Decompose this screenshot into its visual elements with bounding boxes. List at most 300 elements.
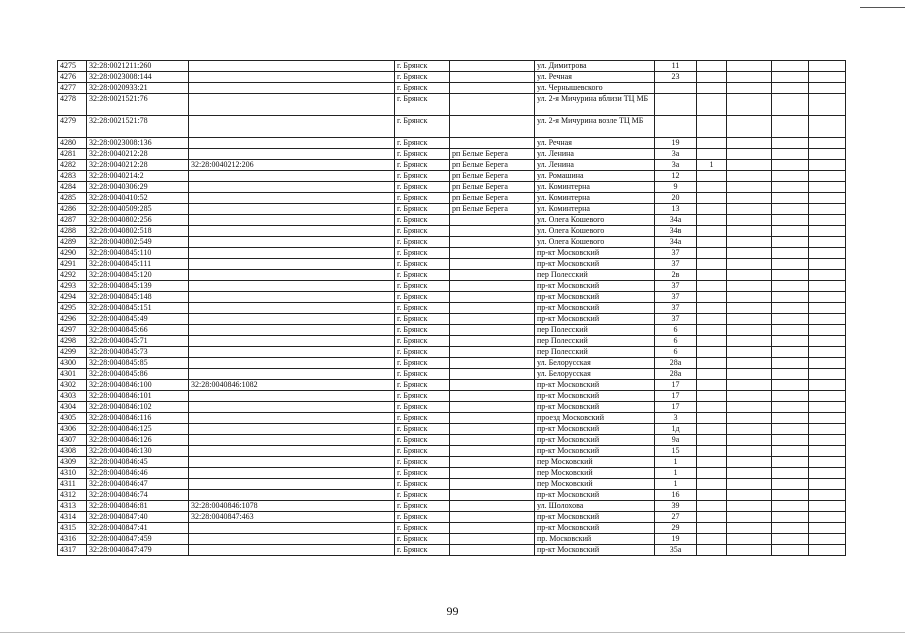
empty-cell — [727, 369, 772, 380]
street-cell: пер Московский — [535, 479, 655, 490]
street-cell: ул. Белорусская — [535, 369, 655, 380]
row-number-cell: 4315 — [58, 523, 87, 534]
city-cell: г. Брянск — [395, 303, 450, 314]
house-number-cell: 29 — [655, 523, 697, 534]
cadastral-number-cell: 32:28:0040845:66 — [87, 325, 189, 336]
street-cell: пр-кт Московский — [535, 314, 655, 325]
cadastral-number-cell: 32:28:0040846:100 — [87, 380, 189, 391]
empty-cell — [772, 149, 809, 160]
city-cell: г. Брянск — [395, 347, 450, 358]
street-cell: пр-кт Московский — [535, 391, 655, 402]
row-number-cell: 4304 — [58, 402, 87, 413]
city-cell: г. Брянск — [395, 270, 450, 281]
empty-cell — [772, 314, 809, 325]
table-row — [58, 281, 846, 292]
row-number-cell: 4279 — [58, 116, 87, 138]
empty-cell — [772, 171, 809, 182]
locality-cell — [450, 512, 535, 523]
locality-cell — [450, 358, 535, 369]
cadastral-number-2-cell — [189, 424, 395, 435]
empty-cell — [727, 468, 772, 479]
empty-cell — [727, 171, 772, 182]
street-cell: пер Полесский — [535, 347, 655, 358]
cadastral-number-cell: 32:28:0040845:120 — [87, 270, 189, 281]
cadastral-number-cell: 32:28:0040846:45 — [87, 457, 189, 468]
locality-cell — [450, 61, 535, 72]
street-cell: ул. Ленина — [535, 160, 655, 171]
row-number-cell: 4285 — [58, 193, 87, 204]
extra-cell — [697, 468, 727, 479]
table-row — [58, 512, 846, 523]
street-cell: пр-кт Московский — [535, 512, 655, 523]
empty-cell — [809, 347, 846, 358]
empty-cell — [772, 248, 809, 259]
house-number-cell: 6 — [655, 336, 697, 347]
cadastral-number-cell: 32:28:0040845:73 — [87, 347, 189, 358]
city-cell: г. Брянск — [395, 149, 450, 160]
empty-cell — [809, 501, 846, 512]
house-number-cell: 27 — [655, 512, 697, 523]
extra-cell — [697, 226, 727, 237]
extra-cell — [697, 369, 727, 380]
cadastral-number-cell: 32:28:0040845:86 — [87, 369, 189, 380]
extra-cell — [697, 479, 727, 490]
extra-cell — [697, 248, 727, 259]
cadastral-number-cell: 32:28:0040845:110 — [87, 248, 189, 259]
house-number-cell: 9а — [655, 435, 697, 446]
empty-cell — [727, 61, 772, 72]
street-cell: ул. Олега Кошевого — [535, 215, 655, 226]
cadastral-number-cell: 32:28:0023008:136 — [87, 138, 189, 149]
empty-cell — [772, 468, 809, 479]
cadastral-number-2-cell — [189, 303, 395, 314]
city-cell: г. Брянск — [395, 446, 450, 457]
table-row — [58, 501, 846, 512]
row-number-cell: 4290 — [58, 248, 87, 259]
row-number-cell: 4298 — [58, 336, 87, 347]
cadastral-number-cell: 32:28:0023008:144 — [87, 72, 189, 83]
house-number-cell: 37 — [655, 248, 697, 259]
table-row — [58, 182, 846, 193]
empty-cell — [809, 171, 846, 182]
extra-cell — [697, 501, 727, 512]
cadastral-number-2-cell — [189, 237, 395, 248]
house-number-cell: 23 — [655, 72, 697, 83]
empty-cell — [727, 193, 772, 204]
empty-cell — [809, 479, 846, 490]
house-number-cell: 16 — [655, 490, 697, 501]
empty-cell — [809, 248, 846, 259]
city-cell: г. Брянск — [395, 204, 450, 215]
row-number-cell: 4286 — [58, 204, 87, 215]
row-number-cell: 4311 — [58, 479, 87, 490]
row-number-cell: 4294 — [58, 292, 87, 303]
cadastral-number-2-cell — [189, 61, 395, 72]
locality-cell — [450, 116, 535, 138]
cadastral-number-cell: 32:28:0040847:40 — [87, 512, 189, 523]
table-row — [58, 259, 846, 270]
empty-cell — [727, 138, 772, 149]
empty-cell — [772, 534, 809, 545]
empty-cell — [772, 479, 809, 490]
house-number-cell: 19 — [655, 534, 697, 545]
empty-cell — [772, 325, 809, 336]
locality-cell — [450, 369, 535, 380]
row-number-cell: 4288 — [58, 226, 87, 237]
city-cell: г. Брянск — [395, 490, 450, 501]
cadastral-number-2-cell — [189, 193, 395, 204]
empty-cell — [809, 314, 846, 325]
row-number-cell: 4296 — [58, 314, 87, 325]
empty-cell — [772, 215, 809, 226]
extra-cell — [697, 391, 727, 402]
row-number-cell: 4307 — [58, 435, 87, 446]
table-row — [58, 61, 846, 72]
row-number-cell: 4301 — [58, 369, 87, 380]
empty-cell — [727, 358, 772, 369]
locality-cell — [450, 237, 535, 248]
empty-cell — [772, 281, 809, 292]
cadastral-number-cell: 32:28:0040846:81 — [87, 501, 189, 512]
street-cell: пр-кт Московский — [535, 490, 655, 501]
street-cell: ул. Олега Кошевого — [535, 237, 655, 248]
table-row — [58, 149, 846, 160]
house-number-cell: 37 — [655, 303, 697, 314]
empty-cell — [809, 446, 846, 457]
table-row — [58, 413, 846, 424]
empty-cell — [772, 490, 809, 501]
house-number-cell: 37 — [655, 281, 697, 292]
city-cell: г. Брянск — [395, 226, 450, 237]
extra-cell — [697, 534, 727, 545]
city-cell: г. Брянск — [395, 512, 450, 523]
table-row — [58, 358, 846, 369]
row-number-cell: 4291 — [58, 259, 87, 270]
house-number-cell: 6 — [655, 325, 697, 336]
cadastral-number-cell: 32:28:0040306:29 — [87, 182, 189, 193]
empty-cell — [809, 468, 846, 479]
extra-cell — [697, 545, 727, 556]
empty-cell — [809, 83, 846, 94]
cadastral-number-cell: 32:28:0021211:260 — [87, 61, 189, 72]
empty-cell — [772, 380, 809, 391]
street-cell: ул. Коминтерна — [535, 204, 655, 215]
cadastral-number-cell: 32:28:0040214:2 — [87, 171, 189, 182]
table-row — [58, 160, 846, 171]
locality-cell — [450, 314, 535, 325]
locality-cell — [450, 391, 535, 402]
table-row — [58, 325, 846, 336]
house-number-cell: 13 — [655, 204, 697, 215]
city-cell: г. Брянск — [395, 391, 450, 402]
empty-cell — [809, 523, 846, 534]
empty-cell — [772, 83, 809, 94]
table-row — [58, 391, 846, 402]
city-cell: г. Брянск — [395, 336, 450, 347]
extra-cell — [697, 292, 727, 303]
cadastral-number-2-cell — [189, 83, 395, 94]
row-number-cell: 4313 — [58, 501, 87, 512]
table-row — [58, 424, 846, 435]
empty-cell — [727, 314, 772, 325]
row-number-cell: 4276 — [58, 72, 87, 83]
empty-cell — [772, 193, 809, 204]
house-number-cell: 17 — [655, 402, 697, 413]
empty-cell — [809, 402, 846, 413]
locality-cell — [450, 435, 535, 446]
locality-cell: рп Белые Берега — [450, 204, 535, 215]
cadastral-number-cell: 32:28:0040846:74 — [87, 490, 189, 501]
cadastral-number-2-cell — [189, 325, 395, 336]
row-number-cell: 4278 — [58, 94, 87, 116]
street-cell: пр-кт Московский — [535, 281, 655, 292]
extra-cell — [697, 94, 727, 116]
row-number-cell: 4314 — [58, 512, 87, 523]
table-row — [58, 94, 846, 116]
extra-cell — [697, 490, 727, 501]
table-row — [58, 380, 846, 391]
city-cell: г. Брянск — [395, 171, 450, 182]
locality-cell — [450, 380, 535, 391]
house-number-cell: 3а — [655, 160, 697, 171]
table-row — [58, 435, 846, 446]
empty-cell — [727, 347, 772, 358]
locality-cell — [450, 402, 535, 413]
empty-cell — [727, 402, 772, 413]
city-cell: г. Брянск — [395, 193, 450, 204]
extra-cell — [697, 314, 727, 325]
row-number-cell: 4305 — [58, 413, 87, 424]
extra-cell — [697, 380, 727, 391]
table-row — [58, 248, 846, 259]
cadastral-number-2-cell: 32:28:0040847:463 — [189, 512, 395, 523]
cadastral-number-2-cell — [189, 171, 395, 182]
cadastral-number-2-cell: 32:28:0040846:1078 — [189, 501, 395, 512]
empty-cell — [772, 512, 809, 523]
empty-cell — [727, 512, 772, 523]
row-number-cell: 4289 — [58, 237, 87, 248]
city-cell: г. Брянск — [395, 545, 450, 556]
cadastral-number-2-cell — [189, 435, 395, 446]
house-number-cell: 15 — [655, 446, 697, 457]
empty-cell — [772, 424, 809, 435]
street-cell: ул. 2-я Мичурина вблизи ТЦ МБ — [535, 94, 655, 116]
cadastral-number-2-cell — [189, 204, 395, 215]
extra-cell — [697, 149, 727, 160]
extra-cell — [697, 325, 727, 336]
house-number-cell — [655, 116, 697, 138]
street-cell: пер Полесский — [535, 325, 655, 336]
house-number-cell: 37 — [655, 292, 697, 303]
empty-cell — [727, 336, 772, 347]
empty-cell — [809, 193, 846, 204]
city-cell: г. Брянск — [395, 72, 450, 83]
table-row — [58, 534, 846, 545]
locality-cell — [450, 248, 535, 259]
cadastral-number-cell: 32:28:0040845:111 — [87, 259, 189, 270]
empty-cell — [809, 435, 846, 446]
empty-cell — [727, 72, 772, 83]
locality-cell — [450, 325, 535, 336]
house-number-cell: 12 — [655, 171, 697, 182]
street-cell: ул. Чернышевского — [535, 83, 655, 94]
cadastral-number-2-cell — [189, 182, 395, 193]
empty-cell — [772, 446, 809, 457]
table-row — [58, 215, 846, 226]
cadastral-number-2-cell — [189, 149, 395, 160]
table-row — [58, 336, 846, 347]
extra-cell — [697, 424, 727, 435]
house-number-cell: 20 — [655, 193, 697, 204]
row-number-cell: 4308 — [58, 446, 87, 457]
cadastral-number-cell: 32:28:0021521:76 — [87, 94, 189, 116]
empty-cell — [772, 435, 809, 446]
empty-cell — [727, 215, 772, 226]
row-number-cell: 4309 — [58, 457, 87, 468]
cadastral-number-2-cell — [189, 336, 395, 347]
extra-cell — [697, 116, 727, 138]
empty-cell — [727, 226, 772, 237]
cadastral-number-cell: 32:28:0040845:148 — [87, 292, 189, 303]
bottom-rule — [0, 632, 905, 633]
house-number-cell: 17 — [655, 380, 697, 391]
empty-cell — [727, 490, 772, 501]
cadastral-number-2-cell — [189, 413, 395, 424]
empty-cell — [727, 292, 772, 303]
extra-cell — [697, 171, 727, 182]
cadastral-number-cell: 32:28:0040845:71 — [87, 336, 189, 347]
cadastral-number-2-cell — [189, 72, 395, 83]
cadastral-number-cell: 32:28:0040846:47 — [87, 479, 189, 490]
street-cell: ул. Речная — [535, 72, 655, 83]
extra-cell — [697, 193, 727, 204]
empty-cell — [772, 523, 809, 534]
locality-cell: рп Белые Берега — [450, 193, 535, 204]
extra-cell — [697, 72, 727, 83]
row-number-cell: 4299 — [58, 347, 87, 358]
city-cell: г. Брянск — [395, 314, 450, 325]
city-cell: г. Брянск — [395, 248, 450, 259]
cadastral-number-cell: 32:28:0040847:41 — [87, 523, 189, 534]
row-number-cell: 4284 — [58, 182, 87, 193]
empty-cell — [772, 358, 809, 369]
table-body — [58, 61, 846, 556]
page-number: 99 — [446, 604, 459, 618]
extra-cell — [697, 358, 727, 369]
row-number-cell: 4283 — [58, 171, 87, 182]
house-number-cell: 1 — [655, 468, 697, 479]
extra-cell — [697, 259, 727, 270]
empty-cell — [727, 270, 772, 281]
cadastral-number-2-cell — [189, 292, 395, 303]
street-cell: пр-кт Московский — [535, 435, 655, 446]
empty-cell — [809, 512, 846, 523]
empty-cell — [809, 391, 846, 402]
cadastral-number-2-cell: 32:28:0040846:1082 — [189, 380, 395, 391]
empty-cell — [727, 391, 772, 402]
empty-cell — [809, 358, 846, 369]
row-number-cell: 4292 — [58, 270, 87, 281]
empty-cell — [727, 413, 772, 424]
cadastral-number-2-cell — [189, 226, 395, 237]
empty-cell — [772, 94, 809, 116]
empty-cell — [727, 303, 772, 314]
empty-cell — [809, 336, 846, 347]
extra-cell — [697, 523, 727, 534]
street-cell: пер Московский — [535, 457, 655, 468]
house-number-cell: 37 — [655, 314, 697, 325]
empty-cell — [809, 160, 846, 171]
street-cell: ул. Димитрова — [535, 61, 655, 72]
cadastral-number-cell: 32:28:0040846:125 — [87, 424, 189, 435]
empty-cell — [727, 248, 772, 259]
city-cell: г. Брянск — [395, 237, 450, 248]
table-row — [58, 116, 846, 138]
cadastral-number-cell: 32:28:0040410:52 — [87, 193, 189, 204]
empty-cell — [809, 490, 846, 501]
empty-cell — [772, 204, 809, 215]
city-cell: г. Брянск — [395, 424, 450, 435]
empty-cell — [727, 182, 772, 193]
cadastral-number-cell: 32:28:0040802:518 — [87, 226, 189, 237]
empty-cell — [727, 534, 772, 545]
house-number-cell: 2в — [655, 270, 697, 281]
street-cell: пр-кт Московский — [535, 248, 655, 259]
locality-cell — [450, 215, 535, 226]
locality-cell — [450, 501, 535, 512]
cadastral-number-2-cell — [189, 270, 395, 281]
top-rule — [860, 7, 905, 8]
empty-cell — [727, 424, 772, 435]
house-number-cell: 28а — [655, 358, 697, 369]
row-number-cell: 4306 — [58, 424, 87, 435]
street-cell: пр-кт Московский — [535, 424, 655, 435]
house-number-cell: 19 — [655, 138, 697, 149]
row-number-cell: 4295 — [58, 303, 87, 314]
cadastral-number-2-cell — [189, 347, 395, 358]
locality-cell: рп Белые Берега — [450, 171, 535, 182]
cadastral-number-cell: 32:28:0040846:116 — [87, 413, 189, 424]
cadastral-number-cell: 32:28:0040509:285 — [87, 204, 189, 215]
cadastral-number-cell: 32:28:0040846:130 — [87, 446, 189, 457]
table-row — [58, 226, 846, 237]
empty-cell — [772, 545, 809, 556]
empty-cell — [772, 391, 809, 402]
street-cell: пр-кт Московский — [535, 303, 655, 314]
empty-cell — [809, 72, 846, 83]
empty-cell — [727, 149, 772, 160]
empty-cell — [727, 160, 772, 171]
city-cell: г. Брянск — [395, 182, 450, 193]
house-number-cell: 3 — [655, 413, 697, 424]
house-number-cell: 9 — [655, 182, 697, 193]
city-cell: г. Брянск — [395, 380, 450, 391]
empty-cell — [809, 303, 846, 314]
house-number-cell: 6 — [655, 347, 697, 358]
street-cell: ул. Коминтерна — [535, 193, 655, 204]
city-cell: г. Брянск — [395, 468, 450, 479]
cadastral-number-cell: 32:28:0040846:46 — [87, 468, 189, 479]
empty-cell — [772, 259, 809, 270]
empty-cell — [727, 281, 772, 292]
empty-cell — [772, 160, 809, 171]
city-cell: г. Брянск — [395, 259, 450, 270]
city-cell: г. Брянск — [395, 325, 450, 336]
house-number-cell: 3а — [655, 149, 697, 160]
extra-cell — [697, 446, 727, 457]
city-cell: г. Брянск — [395, 292, 450, 303]
street-cell: пр-кт Московский — [535, 259, 655, 270]
